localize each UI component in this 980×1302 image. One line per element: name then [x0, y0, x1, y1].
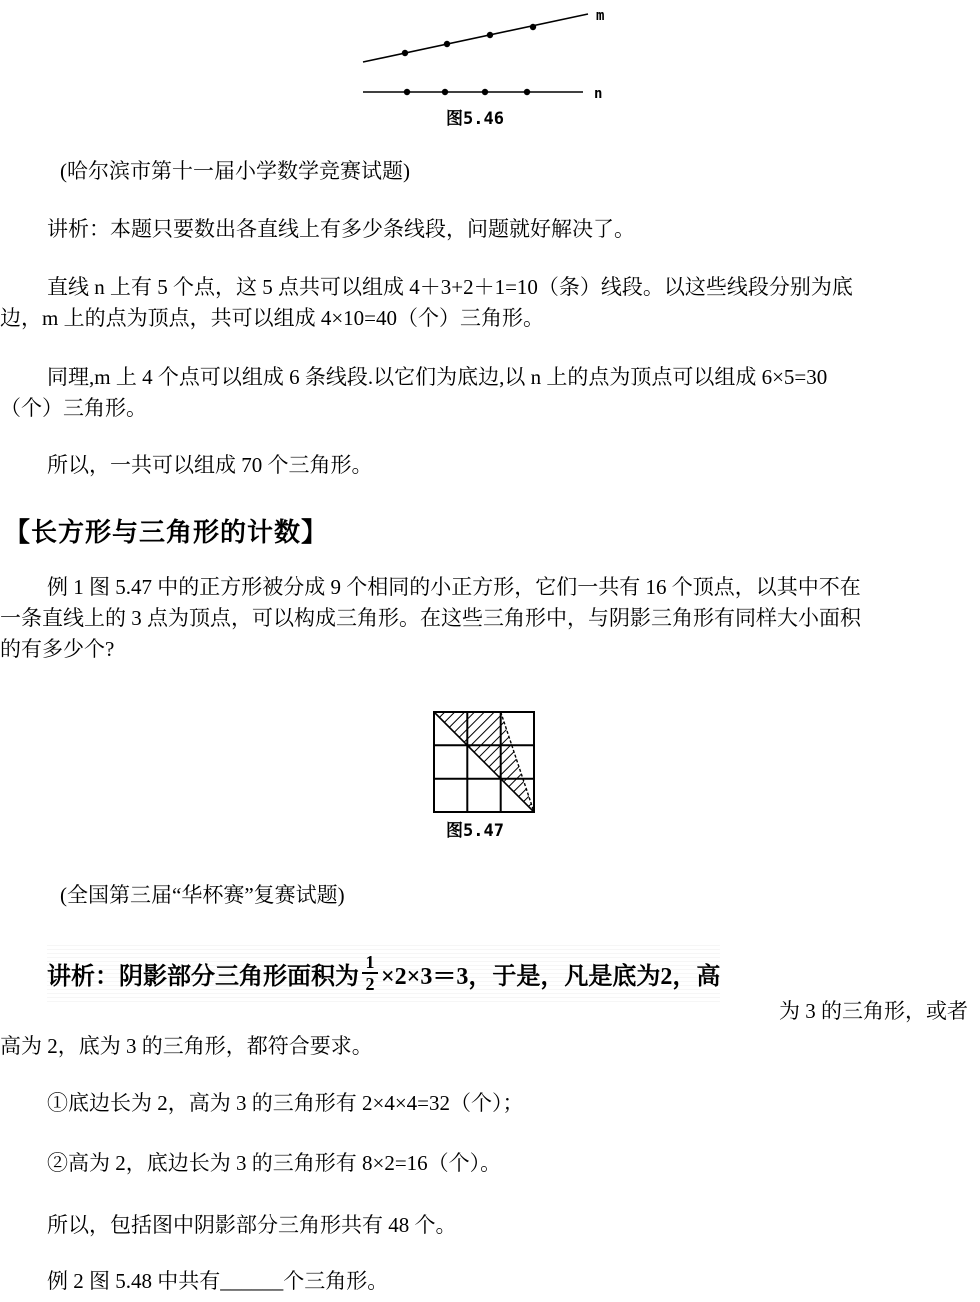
point-on-n [442, 89, 448, 95]
point-on-n [524, 89, 530, 95]
paragraph-segments-line2: 边，m 上的点为顶点，共可以组成 4×10=40（个）三角形。 [0, 306, 545, 330]
example-1-line3: 的有多少个? [0, 637, 115, 661]
paragraph-similar-line1: 同理,m 上 4 个点可以组成 6 条线段.以它们为底边,以 n 上的点为顶点可以组成 6×5=30 [47, 365, 828, 389]
case-item-2: ②高为 2，底边长为 3 的三角形有 8×2=16（个）。 [47, 1151, 502, 1175]
fraction-denominator: 2 [365, 974, 375, 994]
analysis-2-continuation-left: 高为 2，底为 3 的三角形，都符合要求。 [0, 1034, 373, 1058]
point-on-m [402, 50, 408, 56]
analysis-2-prefix: 讲析：阴影部分三角形面积为 [47, 963, 359, 990]
example-1-line2: 一条直线上的 3 点为顶点，可以构成三角形。在这些三角形中，与阴影三角形有同样大小面积 [0, 606, 861, 630]
figure-5-46-caption: 图5.46 [446, 109, 504, 129]
section-heading: 【长方形与三角形的计数】 [4, 517, 329, 547]
analysis-2-continuation-right: 为 3 的三角形，或者 [779, 999, 968, 1023]
analysis-1: 讲析：本题只要数出各直线上有多少条线段，问题就好解决了。 [47, 217, 635, 241]
point-on-n [404, 89, 410, 95]
example-2: 例 2 图 5.48 中共有______个三角形。 [47, 1269, 389, 1293]
figure-5-46-drawing [350, 6, 640, 102]
example-1-paragraph [0, 572, 980, 665]
paragraph-segments [0, 272, 980, 334]
point-on-m [487, 32, 493, 38]
point-on-m [444, 41, 450, 47]
fraction-one-half [362, 952, 378, 994]
analysis-2-suffix: ×2×3＝3，于是，凡是底为2，高 [381, 963, 721, 990]
line-m-label: m [596, 8, 605, 24]
case-item-1: ①底边长为 2，高为 3 的三角形有 2×4×4=32（个）； [47, 1091, 524, 1115]
point-on-m [530, 24, 536, 30]
line-m [363, 14, 588, 62]
figure-5-46 [350, 6, 640, 129]
conclusion: 所以，包括图中阴影部分三角形共有 48 个。 [47, 1213, 457, 1237]
example-1-line1: 例 1 图 5.47 中的正方形被分成 9 个相同的小正方形，它们一共有 16 个顶点，以其中不在 [47, 575, 861, 599]
figure-5-47-drawing [432, 710, 536, 814]
line-n-label: n [594, 86, 603, 102]
analysis-2-formula [47, 944, 720, 1002]
source-attribution-2: (全国第三届“华杯赛”复赛试题) [60, 883, 345, 907]
paragraph-segments-line1: 直线 n 上有 5 个点，这 5 点共可以组成 4＋3+2＋1=10（条）线段。以这些线段分别为底 [47, 275, 853, 299]
paragraph-similar-line2: （个）三角形。 [0, 396, 147, 420]
point-on-n [482, 89, 488, 95]
fraction-numerator: 1 [365, 952, 375, 972]
source-attribution-1: (哈尔滨市第十一届小学数学竞赛试题) [60, 159, 410, 183]
figure-5-47 [432, 710, 542, 841]
paragraph-total: 所以，一共可以组成 70 个三角形。 [47, 453, 373, 477]
figure-5-47-caption: 图5.47 [446, 821, 504, 841]
paragraph-similar [0, 362, 980, 424]
